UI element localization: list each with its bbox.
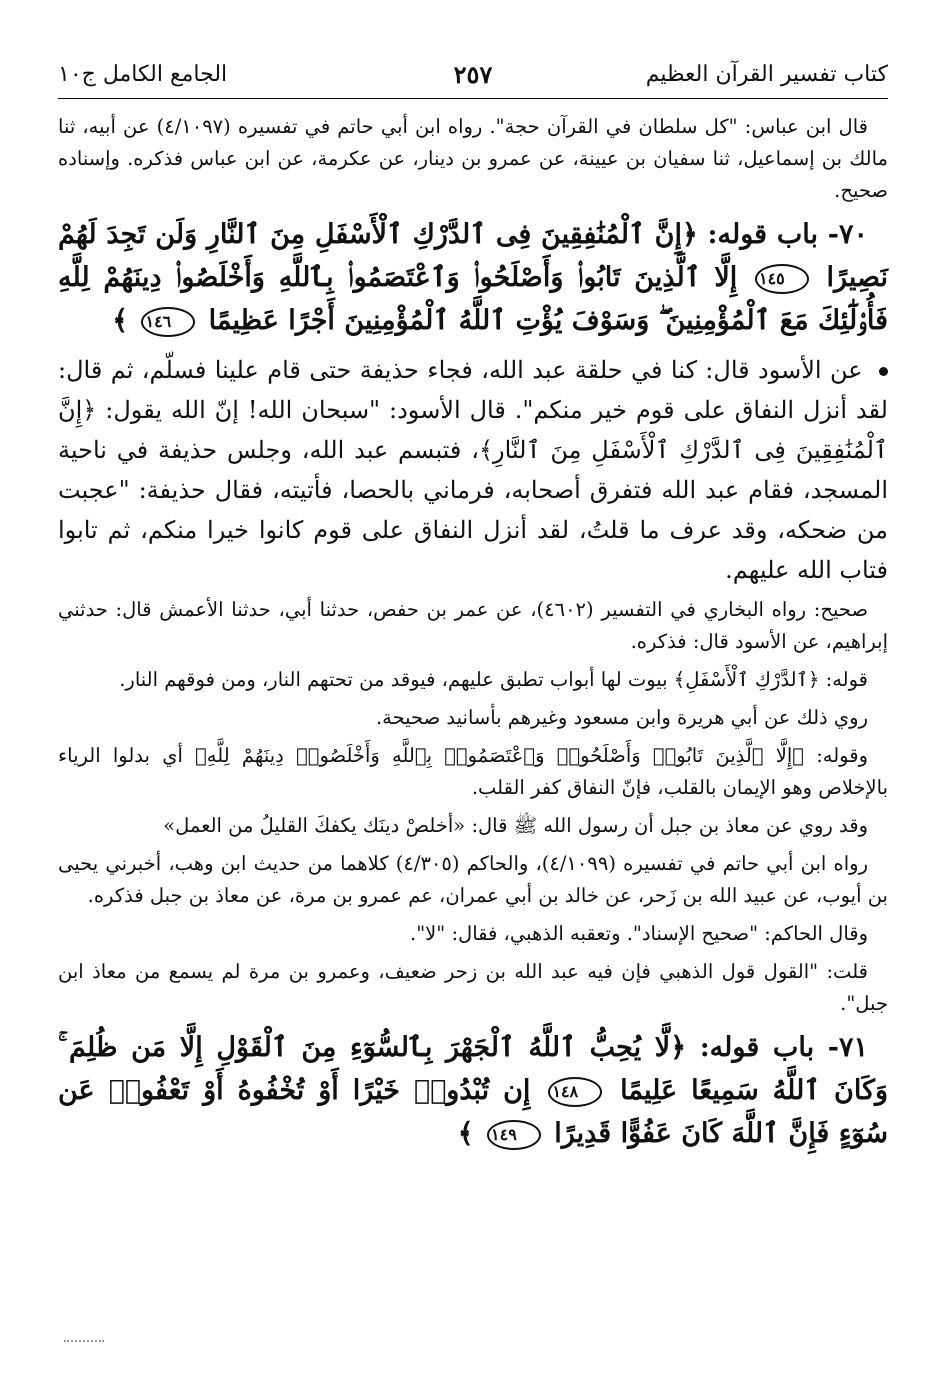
- paragraph-illa-alladhina: وقوله: ﴿إِلَّا ٱلَّذِينَ تَابُوا۟ وَأَصْلَحُوا۟ وَٱعْتَصَمُوا۟ بِٱللَّهِ وَأَخْلَصُوا۟ دِينَهُمْ لِلَّهِ﴾ أي بدلوا الرياء بالإخلاص وهو الإيمان بالقلب، فإنّ النفاق كفر القلب.: [58, 744, 888, 799]
- verse-number-145: ١٤٥: [755, 264, 809, 294]
- paragraph-qultu: قلت: "القول قول الذهبي فإن فيه عبد الله بن زحر ضعيف، وعمرو بن مرة لم يسمع من معاذ ابن جبل".: [58, 960, 888, 1015]
- chapter-71-verse-b: إِن تُبْدُوا۟ خَيْرًا أَوْ تُخْفُوهُ أَوْ تَعْفُوا۟ عَن سُوٓءٍ فَإِنَّ ٱللَّهَ كَانَ عَفُوًّا قَدِيرًا: [58, 1075, 888, 1149]
- verse-number-146: ١٤٦: [141, 307, 195, 337]
- chapter-70-verse-a: ﴿إِنَّ ٱلْمُنَٰفِقِينَ فِى ٱلدَّرْكِ ٱلْأَسْفَلِ مِنَ ٱلنَّارِ وَلَن تَجِدَ لَهُمْ نَصِيرًا: [58, 219, 888, 293]
- verse-close-bracket: ﴾: [112, 305, 129, 336]
- paragraph-narration: روي ذلك عن أبي هريرة وابن مسعود وغيرهم بأسانيد صحيحة.: [375, 706, 868, 729]
- footer-dots: [64, 1340, 104, 1348]
- hadith-aswad-text: عن الأسود قال: كنا في حلقة عبد الله، فجاء حذيفة حتى قام علينا فسلّم، ثم قال: لقد أنزل النفاق على قوم خير منكم". قال الأسود: "سبحان الله! إنّ الله يقول: ﴿إِنَّ ٱلْمُنَٰفِقِينَ فِى ٱلدَّرْكِ ٱلْأَسْفَلِ مِنَ ٱلنَّارِ﴾، فتبسم عبد الله، وجلس حذيفة في ناحية المسجد، فقام عبد الله فتفرق أصحابه، فرماني بالحصا، فأتيته، فقال حذيفة: "عجبت من ضحكه، وقد عرف ما قلتُ، لقد أنزل النفاق على قوم كانوا خيرا منكم، ثم تابوا فتاب الله عليهم.: [58, 356, 888, 584]
- paragraph-ibn-abbas: قال ابن عباس: "كل سلطان في القرآن حجة". رواه ابن أبي حاتم في تفسيره (٤/١٠٩٧) عن أبيه، ثنا مالك بن إسماعيل، ثنا سفيان بن عيينة، عن عمرو بن دينار، عن عكرمة، عن ابن عباس فذكره. وإسناده صحيح.: [58, 115, 888, 202]
- chapter-71-label: ٧١- باب قوله:: [699, 1032, 868, 1063]
- chapter-71-heading: [58, 1026, 888, 1155]
- verse-number-149: ١٤٩: [487, 1120, 541, 1150]
- verse-close-bracket: ﴾: [457, 1118, 474, 1149]
- paragraph-bukhari: صحيح: رواه البخاري في التفسير (٤٦٠٢)، عن عمر بن حفص، حدثنا أبي، حدثنا الأعمش قال: حدثني إبراهيم، عن الأسود قال: فذكره.: [58, 598, 888, 653]
- volume-label: الجامع الكامل ج١٠: [58, 62, 228, 87]
- paragraph-dark-asfal: قوله: ﴿ٱلدَّرْكِ ٱلْأَسْفَلِ﴾ بيوت لها أبواب تطبق عليهم، فيوقد من تحتهم النار، ومن فوقهم النار.: [119, 668, 868, 691]
- chapter-71-verse-a: ﴿لَّا يُحِبُّ ٱللَّهُ ٱلْجَهْرَ بِٱلسُّوٓءِ مِنَ ٱلْقَوْلِ إِلَّا مَن ظُلِمَ ۚ وَكَانَ ٱللَّهُ سَمِيعًا عَلِيمًا: [58, 1032, 889, 1106]
- paragraph-muadh: وقد روي عن معاذ بن جبل أن رسول الله ﷺ قال: «أخلصْ دينَك يكفكَ القليلُ من العمل»: [163, 814, 868, 837]
- hadith-aswad: [58, 350, 888, 590]
- page-header: [58, 58, 888, 99]
- page-body: [58, 111, 888, 1155]
- chapter-70-verse-b: إِلَّا ٱلَّذِينَ تَابُوا۟ وَأَصْلَحُوا۟ وَٱعْتَصَمُوا۟ بِٱللَّهِ وَأَخْلَصُوا۟ دِينَهُمْ لِلَّهِ فَأُو۟لَٰٓئِكَ مَعَ ٱلْمُؤْمِنِينَ ۖ وَسَوْفَ يُؤْتِ ٱللَّهُ ٱلْمُؤْمِنِينَ أَجْرًا عَظِيمًا: [58, 262, 888, 336]
- chapter-70-heading: [58, 213, 888, 342]
- paragraph-ibn-abi-hatim: رواه ابن أبي حاتم في تفسيره (٤/١٠٩٩)، والحاكم (٤/٣٠٥) كلاهما من حديث ابن وهب، أخبرني يحيى بن أيوب، عن عبيد الله بن زَحر، عن خالد بن أبي عمران، عم عمرو بن مرة، عن معاذ بن جبل فذكره.: [58, 852, 888, 907]
- verse-number-148: ١٤٨: [548, 1077, 602, 1107]
- paragraph-hakim: وقال الحاكم: "صحيح الإسناد". وتعقبه الذهبي، فقال: "لا".: [410, 922, 868, 945]
- page-number: ٢٥٧: [453, 60, 493, 89]
- document-page: [58, 58, 888, 1348]
- chapter-70-label: ٧٠- باب قوله:: [707, 219, 868, 250]
- book-title: كتاب تفسير القرآن العظيم: [645, 62, 888, 87]
- bullet-icon: [879, 367, 888, 376]
